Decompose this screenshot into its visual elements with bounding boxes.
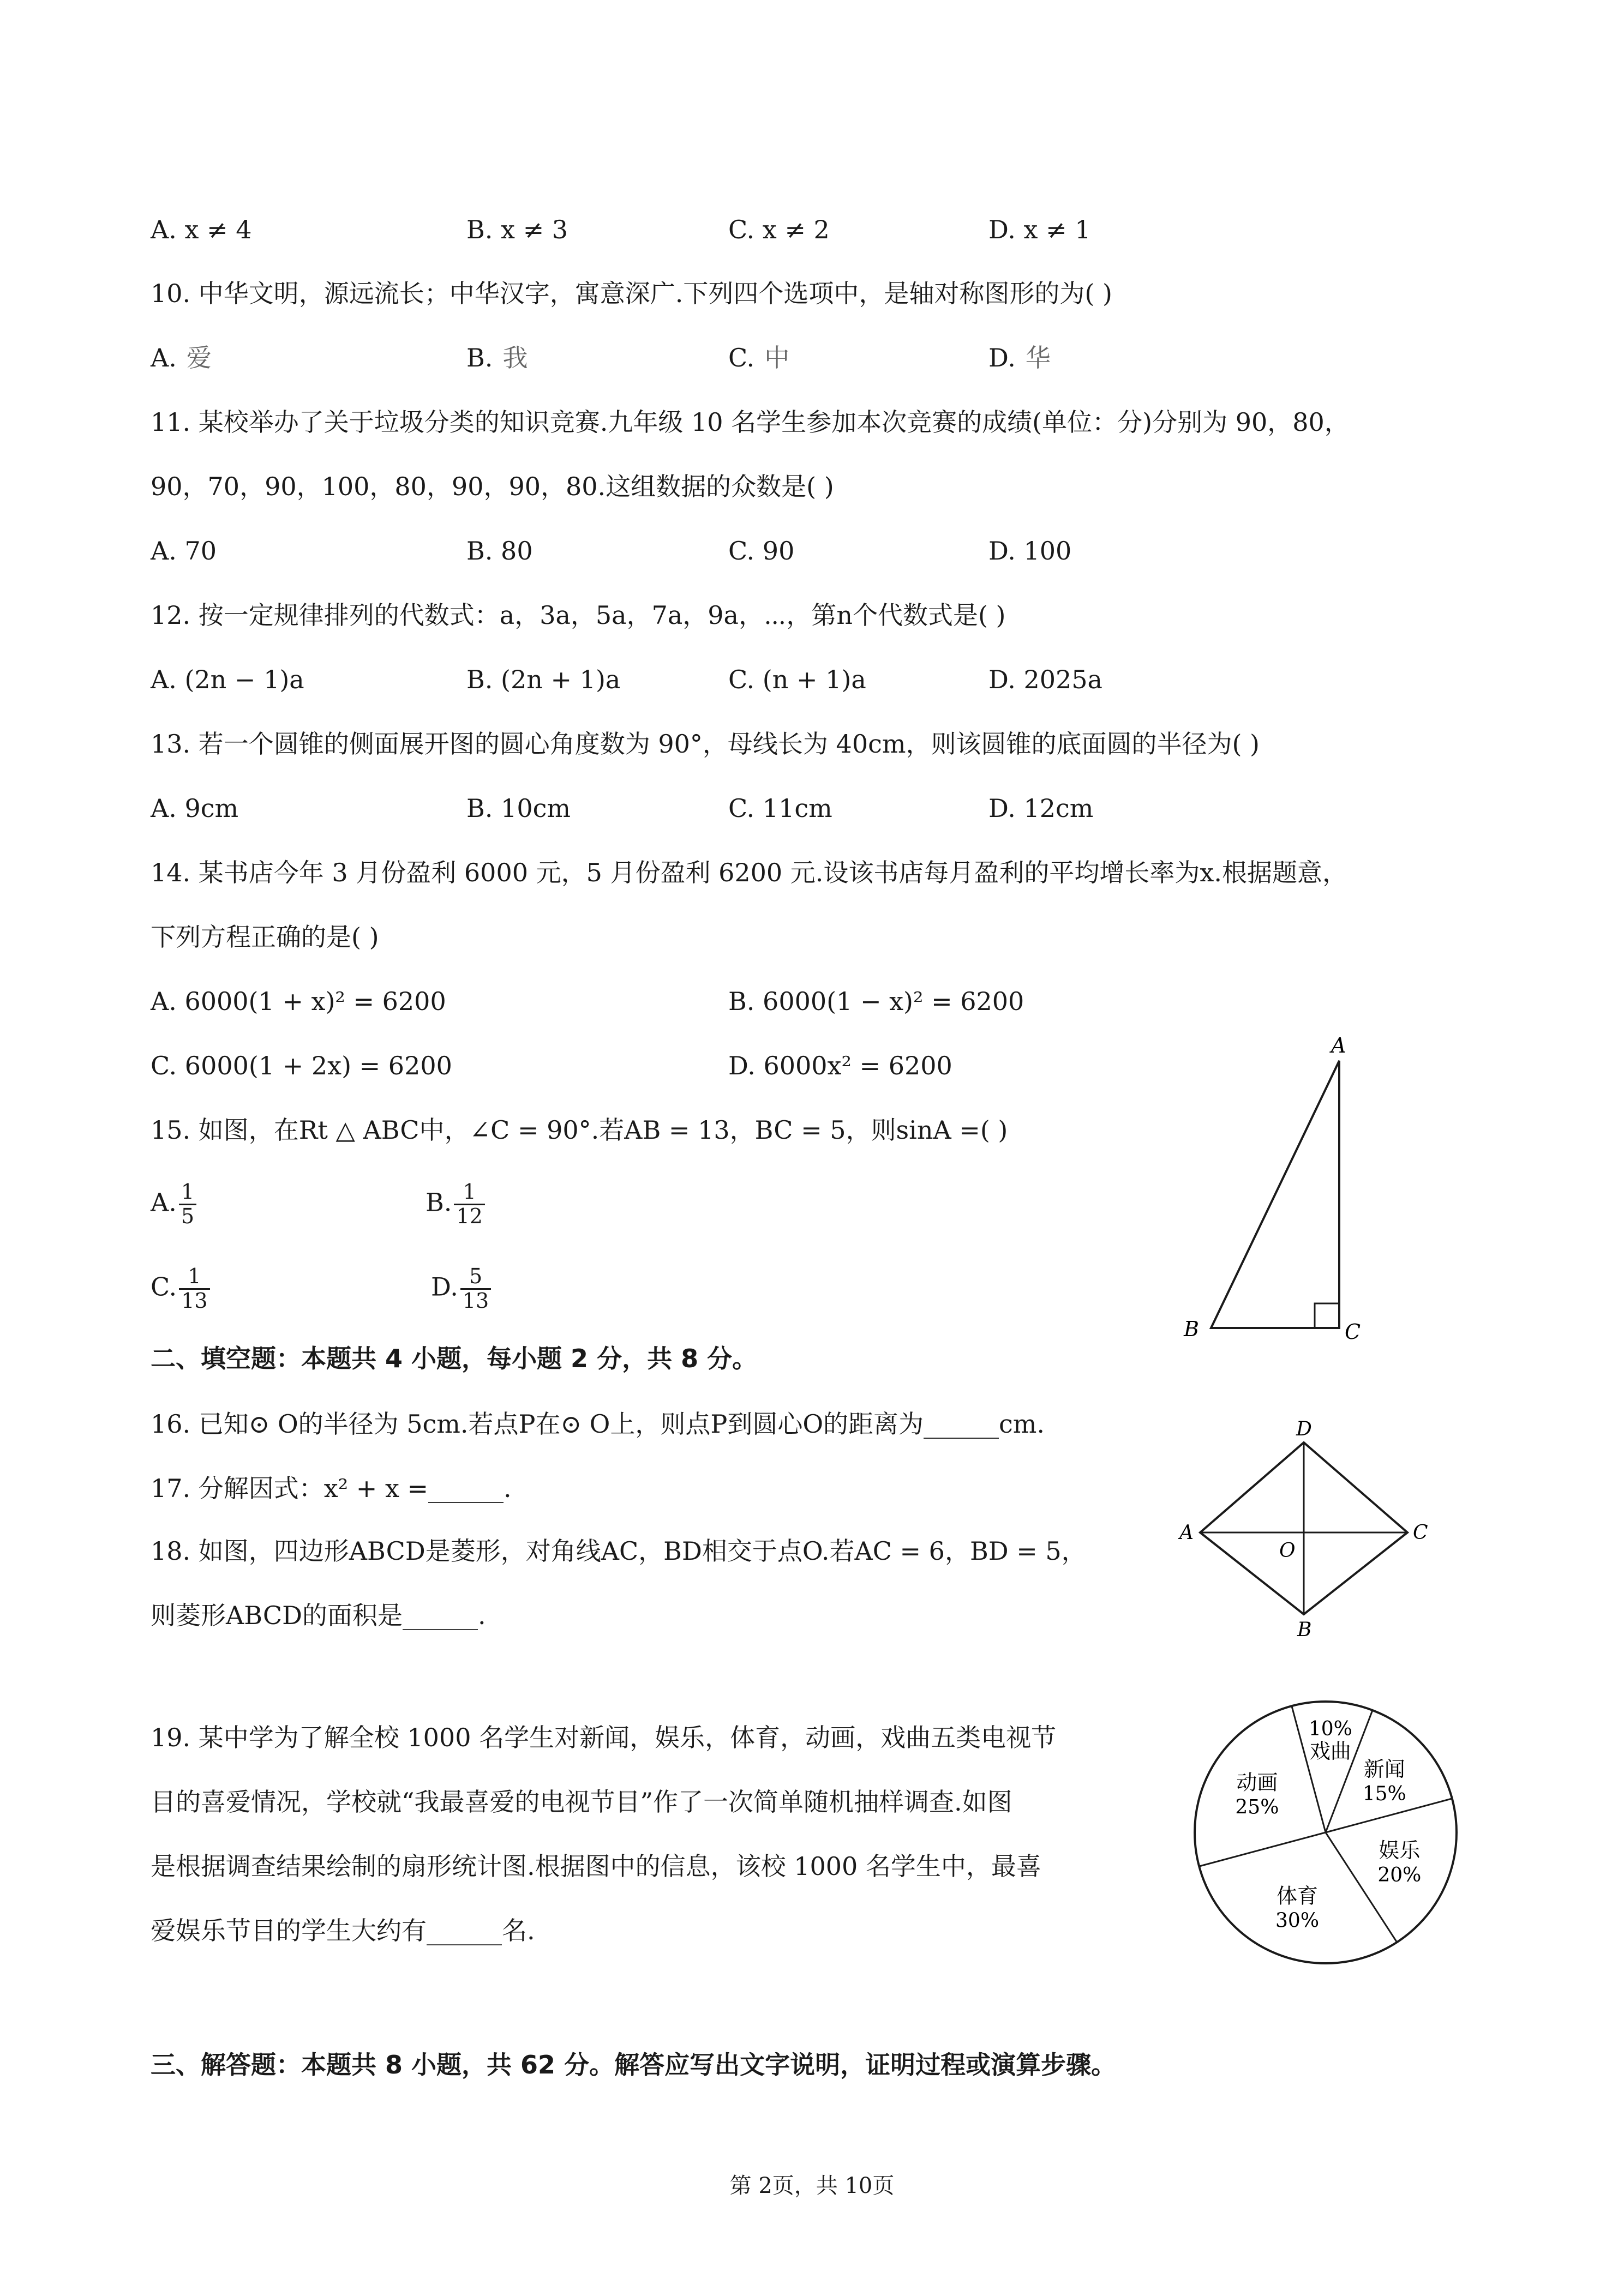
q19-line1: 19. 某中学为了解全校 1000 名学生对新闻，娱乐，体育，动画，戏曲五类电视节: [151, 1723, 1057, 1752]
glyph-wo: 我: [502, 343, 528, 372]
denominator: 13: [462, 1288, 489, 1313]
q15-option-b: [426, 1181, 485, 1228]
pie-slice-category-label: 体育: [1277, 1884, 1319, 1908]
q14-option-c: C. 6000(1 + 2x) = 6200: [151, 1051, 452, 1080]
fraction: [460, 1265, 491, 1313]
q10-option-b: [466, 344, 528, 372]
q9-option-a: A. x ≠ 4: [151, 215, 252, 244]
q15-stem: 15. 如图，在Rt △ ABC中，∠C = 90°.若AB = 13，BC = 5，则sinA =( ): [151, 1115, 1008, 1145]
numerator: 1: [179, 1265, 209, 1290]
center-label-o: O: [1279, 1540, 1296, 1562]
option-letter: B.: [466, 343, 493, 372]
section-3-heading: 三、解答题：本题共 8 小题，共 62 分。解答应写出文字说明，证明过程或演算步骤。: [151, 2050, 1117, 2079]
option-letter: A.: [151, 1187, 177, 1217]
q19-line3: 是根据调查结果绘制的扇形统计图.根据图中的信息，该校 1000 名学生中，最喜: [151, 1852, 1041, 1881]
q11-option-b: B. 80: [466, 536, 533, 566]
denominator: 13: [181, 1288, 208, 1313]
q18-line2: 则菱形ABCD的面积是______.: [151, 1601, 486, 1630]
section-2-heading: 二、填空题：本题共 4 小题，每小题 2 分，共 8 分。: [151, 1344, 758, 1373]
vertex-label-c: C: [1345, 1320, 1361, 1344]
q10-option-c: [728, 344, 789, 372]
pie-slice-category-label: 动画: [1236, 1770, 1278, 1795]
numerator: 1: [454, 1181, 484, 1205]
pie-slice-value-label: 30%: [1275, 1909, 1320, 1932]
fraction: [179, 1181, 196, 1228]
option-letter: B.: [426, 1187, 452, 1217]
pie-chart: [1184, 1691, 1467, 1974]
triangle-figure: [1156, 1031, 1375, 1347]
q14-option-d: D. 6000x² = 6200: [728, 1051, 952, 1080]
q14-stem-line2: 下列方程正确的是( ): [151, 922, 379, 952]
glyph-zhong: 中: [764, 343, 790, 372]
q14-stem-line1: 14. 某书店今年 3 月份盈利 6000 元，5 月份盈利 6200 元.设该书店每月盈利的平均增长率为x.根据题意，: [151, 858, 1347, 887]
q11-stem-line1: 11. 某校举办了关于垃圾分类的知识竞赛.九年级 10 名学生参加本次竞赛的成绩(单位：分)分别为 90，80，: [151, 407, 1350, 437]
glyph-hua: 华: [1025, 343, 1051, 372]
q16: 16. 已知⊙ O的半径为 5cm.若点P在⊙ O上，则点P到圆心O的距离为______cm.: [151, 1409, 1045, 1439]
option-letter: A.: [151, 343, 177, 372]
q15-option-d: [431, 1265, 491, 1313]
q11-option-a: A. 70: [151, 536, 217, 566]
option-letter: D.: [988, 343, 1016, 372]
q12-option-a: A. (2n − 1)a: [151, 665, 304, 694]
pie-slice-value-label: 20%: [1377, 1864, 1422, 1886]
fraction: [179, 1265, 209, 1313]
page-footer: 第 2页，共 10页: [729, 2173, 895, 2198]
numerator: 5: [460, 1265, 491, 1290]
triangle-abc: [1211, 1061, 1339, 1328]
q14-option-a: A. 6000(1 + x)² = 6200: [151, 987, 446, 1016]
numerator: 1: [179, 1181, 196, 1205]
q13-option-d: D. 12cm: [988, 794, 1094, 823]
q18-line1: 18. 如图，四边形ABCD是菱形，对角线AC，BD相交于点O.若AC = 6，BD = 5，: [151, 1536, 1087, 1566]
denominator: 5: [181, 1204, 195, 1228]
glyph-ai: 爱: [186, 343, 212, 372]
q15-option-a: [151, 1181, 196, 1228]
pie-slice-value-label: 25%: [1235, 1796, 1279, 1819]
q12-option-b: B. (2n + 1)a: [466, 665, 621, 694]
pie-slice-value-label: 15%: [1362, 1782, 1406, 1805]
q9-option-c: C. x ≠ 2: [728, 215, 830, 244]
q11-option-d: D. 100: [988, 536, 1072, 566]
vertex-label-a: A: [1331, 1033, 1346, 1057]
vertex-label-d: D: [1296, 1418, 1312, 1440]
q14-option-b: B. 6000(1 − x)² = 6200: [728, 987, 1024, 1016]
pie-slice-category-label: 新闻: [1363, 1757, 1405, 1781]
option-letter: D.: [431, 1272, 458, 1302]
right-angle-mark: [1315, 1303, 1339, 1328]
option-letter: C.: [728, 343, 755, 372]
q12-option-d: D. 2025a: [988, 665, 1102, 694]
q10-option-d: [988, 344, 1051, 372]
vertex-label-b: B: [1297, 1619, 1312, 1641]
pie-slice-category-label: 娱乐: [1379, 1838, 1421, 1862]
fraction: [454, 1181, 484, 1228]
vertex-label-a: A: [1179, 1522, 1194, 1544]
q13-option-b: B. 10cm: [466, 794, 571, 823]
q10-option-a: [151, 344, 212, 372]
q17: 17. 分解因式：x² + x =______.: [151, 1474, 512, 1503]
q10-stem: 10. 中华文明，源远流长；中华汉字，寓意深广.下列四个选项中，是轴对称图形的为( ): [151, 279, 1112, 308]
q13-stem: 13. 若一个圆锥的侧面展开图的圆心角度数为 90°，母线长为 40cm，则该圆锥的底面圆的半径为( ): [151, 729, 1260, 759]
rhombus-figure: [1178, 1418, 1440, 1647]
pie-slice-category-label: 戏曲: [1309, 1739, 1351, 1764]
q19-line2: 目的喜爱情况，学校就“我最喜爱的电视节目”作了一次简单随机抽样调查.如图: [151, 1787, 1012, 1817]
q11-option-c: C. 90: [728, 536, 795, 566]
vertex-label-c: C: [1413, 1522, 1428, 1544]
pie-slice-value-label: 10%: [1308, 1718, 1352, 1741]
q15-option-c: [151, 1265, 210, 1313]
vertex-label-b: B: [1184, 1317, 1199, 1341]
q13-option-a: A. 9cm: [151, 794, 239, 823]
q12-option-c: C. (n + 1)a: [728, 665, 866, 694]
q12-stem: 12. 按一定规律排列的代数式：a，3a，5a，7a，9a，⋯，第n个代数式是( ): [151, 600, 1006, 630]
option-letter: C.: [151, 1272, 177, 1302]
q11-stem-line2: 90，70，90，100，80，90，90，80.这组数据的众数是( ): [151, 472, 834, 501]
q9-option-b: B. x ≠ 3: [466, 215, 568, 244]
q9-option-d: D. x ≠ 1: [988, 215, 1091, 244]
denominator: 12: [456, 1204, 483, 1228]
q19-line4: 爱娱乐节目的学生大约有______名.: [151, 1916, 535, 1945]
q13-option-c: C. 11cm: [728, 794, 832, 823]
